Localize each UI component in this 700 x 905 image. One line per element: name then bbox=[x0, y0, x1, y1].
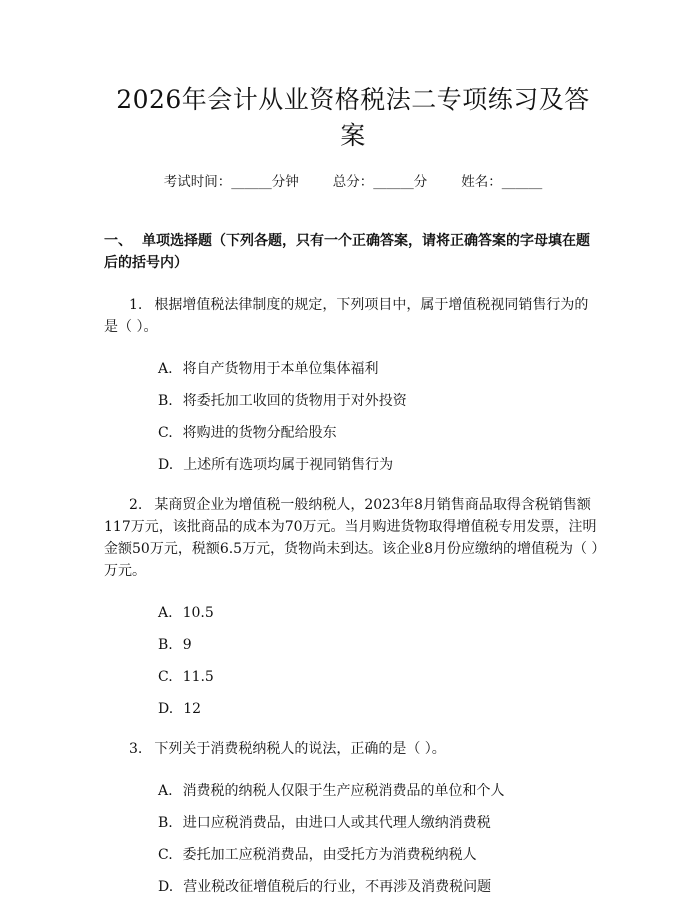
document-title: 2026年会计从业资格税法二专项练习及答案 bbox=[116, 85, 590, 150]
question-stem: 下列关于消费税纳税人的说法，正确的是（ ）。 bbox=[154, 741, 446, 757]
option-letter: B. bbox=[158, 393, 173, 409]
option-text: 进口应税消费品，由进口人或其代理人缴纳消费税 bbox=[182, 815, 491, 831]
option-letter: A. bbox=[158, 783, 173, 799]
option-letter: B. bbox=[158, 637, 173, 653]
option-letter: D. bbox=[158, 879, 174, 895]
option-b bbox=[104, 634, 602, 656]
option-d bbox=[104, 454, 602, 476]
question-stem: 某商贸企业为增值税一般纳税人，2023年8月销售商品取得含税销售额117万元，该批商品的成本为70万元。当月购进货物取得增值税专用发票，注明金额50万元，税额6.5万元，货物尚未到达。该企业8月份应缴纳的增值税为（ ）万元。 bbox=[104, 497, 599, 579]
question-number: 1. bbox=[129, 297, 143, 313]
option-letter: A. bbox=[158, 361, 173, 377]
option-text: 将自产货物用于本单位集体福利 bbox=[182, 361, 379, 377]
option-letter: C. bbox=[158, 669, 173, 685]
option-text: 11.5 bbox=[182, 669, 214, 685]
option-d bbox=[104, 698, 602, 720]
option-text: 上述所有选项均属于视同销售行为 bbox=[183, 457, 394, 473]
option-text: 将委托加工收回的货物用于对外投资 bbox=[182, 393, 407, 409]
section-heading bbox=[104, 230, 602, 274]
question-stem: 根据增值税法律制度的规定，下列项目中，属于增值税视同销售行为的是（ ）。 bbox=[104, 297, 589, 335]
total-score-field: 总分：______分 bbox=[332, 174, 428, 190]
question-1 bbox=[104, 294, 602, 338]
section-heading-text: 单项选择题（下列各题，只有一个正确答案，请将正确答案的字母填在题后的括号内） bbox=[104, 233, 590, 271]
option-text: 营业税改征增值税后的行业，不再涉及消费税问题 bbox=[183, 879, 492, 895]
option-letter: A. bbox=[158, 605, 173, 621]
option-letter: C. bbox=[158, 425, 173, 441]
question-2-options bbox=[104, 602, 602, 720]
question-3-options bbox=[104, 780, 602, 898]
question-2 bbox=[104, 494, 602, 582]
option-letter: D. bbox=[158, 457, 174, 473]
question-3 bbox=[104, 738, 602, 760]
option-text: 12 bbox=[183, 701, 202, 717]
option-letter: C. bbox=[158, 847, 173, 863]
option-text: 10.5 bbox=[182, 605, 214, 621]
question-number: 3. bbox=[129, 741, 143, 757]
question-text bbox=[104, 494, 602, 582]
question-text bbox=[104, 294, 602, 338]
question-number: 2. bbox=[129, 497, 143, 513]
option-a bbox=[104, 780, 602, 802]
option-b bbox=[104, 390, 602, 412]
question-1-options bbox=[104, 358, 602, 476]
option-c bbox=[104, 844, 602, 866]
option-text: 委托加工应税消费品，由受托方为消费税纳税人 bbox=[182, 847, 477, 863]
question-text bbox=[104, 738, 602, 760]
option-text: 将购进的货物分配给股东 bbox=[182, 425, 337, 441]
exam-time-field: 考试时间：______分钟 bbox=[163, 174, 299, 190]
option-d bbox=[104, 876, 602, 898]
option-a bbox=[104, 358, 602, 380]
option-c bbox=[104, 422, 602, 444]
option-b bbox=[104, 812, 602, 834]
option-letter: B. bbox=[158, 815, 173, 831]
option-text: 消费税的纳税人仅限于生产应税消费品的单位和个人 bbox=[182, 783, 505, 799]
student-name-field: 姓名：______ bbox=[461, 174, 543, 190]
option-text: 9 bbox=[182, 637, 192, 653]
exam-meta-line bbox=[104, 172, 602, 192]
option-letter: D. bbox=[158, 701, 174, 717]
section-number: 一、 bbox=[104, 233, 132, 249]
option-c bbox=[104, 666, 602, 688]
option-a bbox=[104, 602, 602, 624]
